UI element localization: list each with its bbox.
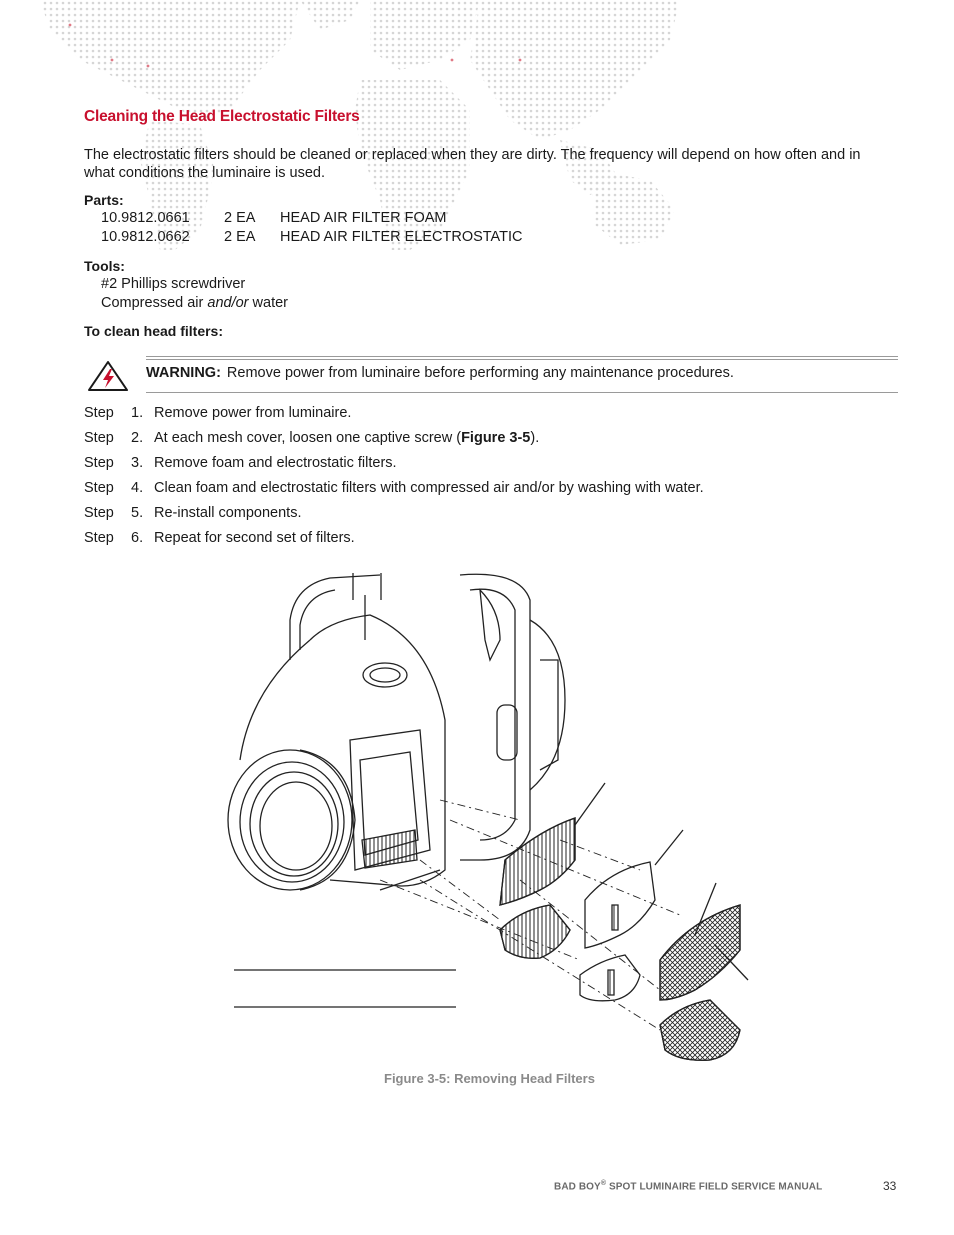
step-number: 3. [131, 455, 144, 471]
warning-message: Remove power from luminaire before performing any maintenance procedures. [226, 365, 734, 381]
part-qty: 2 EA [224, 229, 256, 245]
procedure-label: To clean head filters: [84, 323, 223, 339]
step-text: Remove foam and electrostatic filters. [154, 455, 397, 471]
part-description: HEAD AIR FILTER ELECTROSTATIC [280, 229, 523, 245]
tools-label: Tools: [84, 258, 125, 274]
figure-caption: Figure 3-5: Removing Head Filters [384, 1071, 595, 1086]
tool-text: Compressed air [101, 295, 208, 311]
part-qty: 2 EA [224, 210, 256, 226]
step-word: Step [84, 530, 114, 546]
figure-reference: Figure 3-5 [461, 430, 531, 446]
step-word: Step [84, 505, 114, 521]
part-description: HEAD AIR FILTER FOAM [280, 210, 447, 226]
step-word: Step [84, 405, 114, 421]
step-word: Step [84, 430, 114, 446]
step-number: 4. [131, 480, 144, 496]
step-text: Repeat for second set of filters. [154, 530, 355, 546]
tool-text-italic: and/or [207, 295, 249, 311]
step-text: Clean foam and electrostatic filters with compressed air and/or by washing with water. [154, 480, 704, 496]
step-number: 5. [131, 505, 144, 521]
step-text: Remove power from luminaire. [154, 405, 352, 421]
electrical-hazard-icon [87, 360, 129, 392]
parts-label: Parts: [84, 192, 124, 208]
warning-box [146, 356, 898, 394]
warning-label: WARNING: [146, 365, 221, 381]
tool-item: #2 Phillips screwdriver [101, 276, 246, 292]
tool-text: water [248, 295, 288, 311]
part-number: 10.9812.0662 [101, 229, 190, 245]
section-title: Cleaning the Head Electrostatic Filters [84, 108, 360, 125]
page-number: 33 [883, 1179, 897, 1193]
step-word: Step [84, 455, 114, 471]
footer-manual-title: BAD BOY® SPOT LUMINAIRE FIELD SERVICE MANUAL [554, 1180, 823, 1193]
step-text: Re-install components. [154, 505, 302, 521]
step-number: 1. [131, 405, 144, 421]
step-word: Step [84, 480, 114, 496]
step-number: 6. [131, 530, 144, 546]
step-number: 2. [131, 430, 144, 446]
head-filters-illustration [225, 570, 765, 1070]
warning-text [146, 365, 734, 381]
tool-item [101, 295, 288, 311]
part-number: 10.9812.0661 [101, 210, 190, 226]
step-text: At each mesh cover, loosen one captive screw (Figure 3-5). [154, 430, 540, 446]
intro-paragraph: The electrostatic filters should be cleaned or replaced when they are dirty. The frequency will depend on how often and in what conditions the luminaire is used. [84, 147, 861, 181]
